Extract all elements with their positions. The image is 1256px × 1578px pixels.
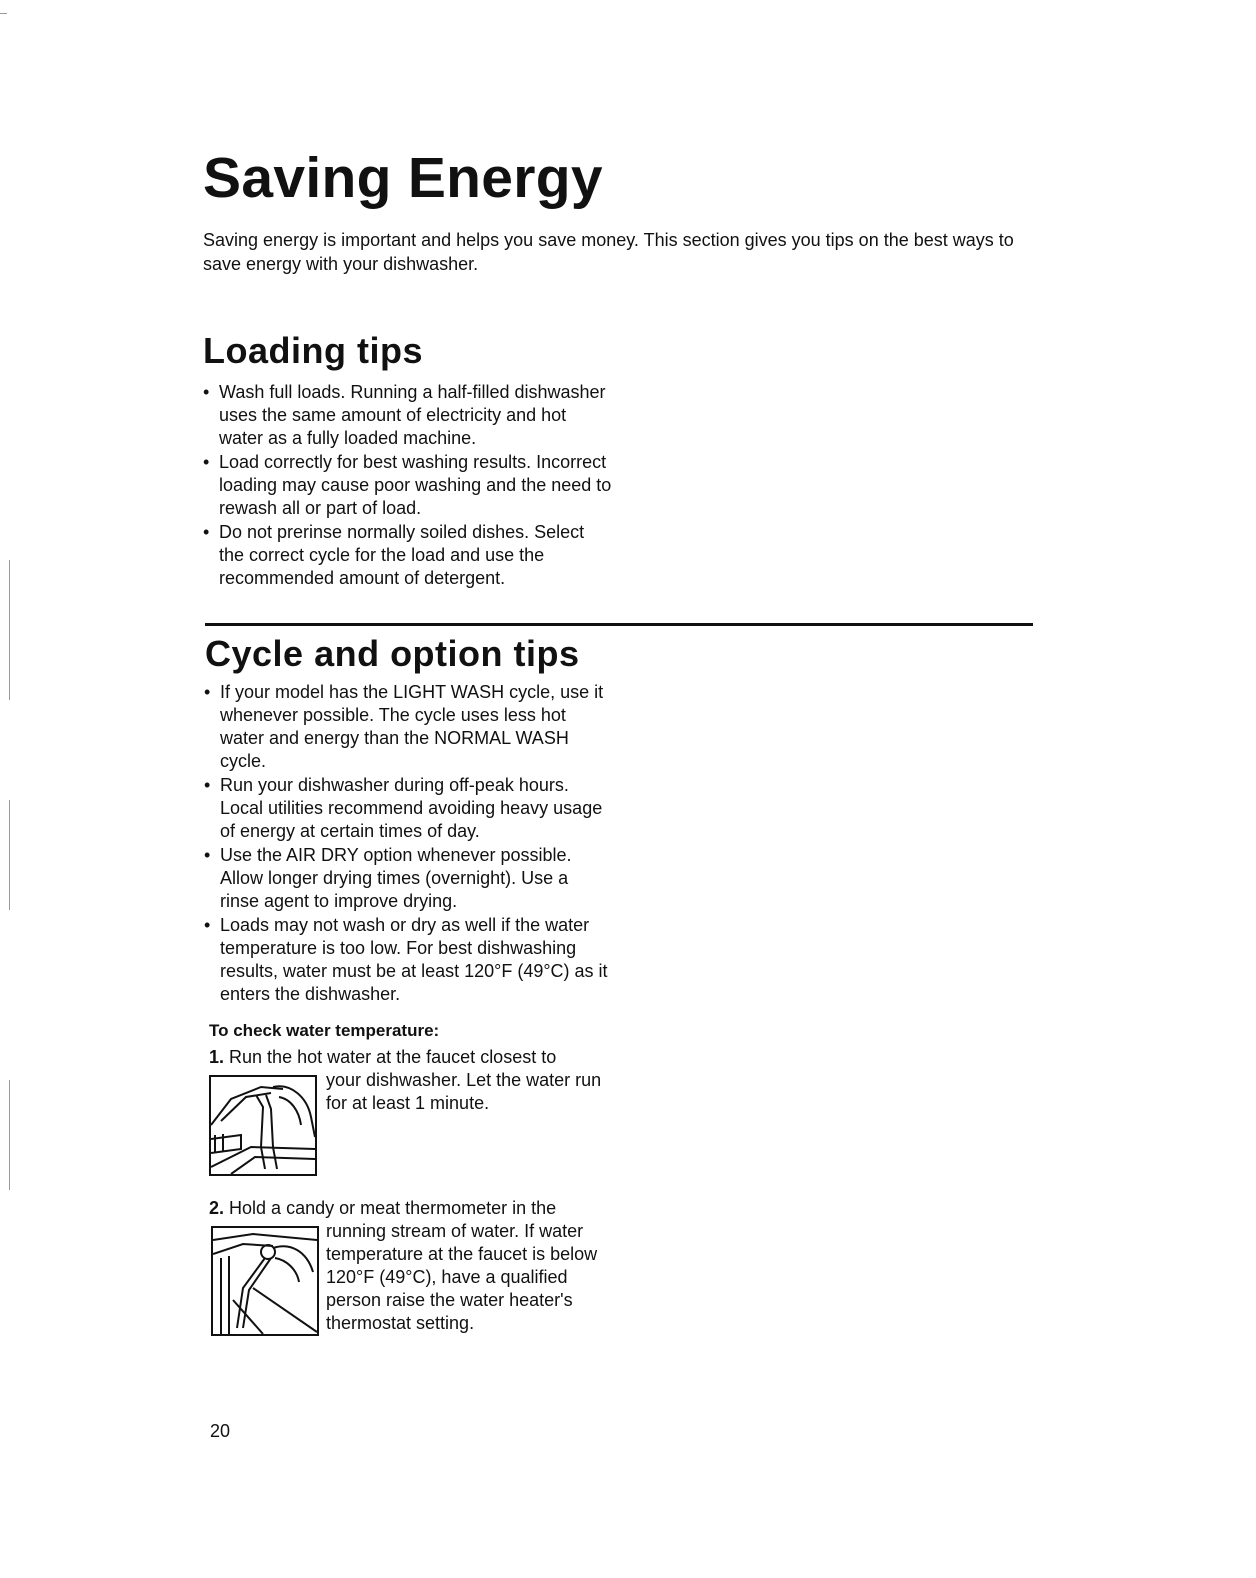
scan-mark	[9, 560, 10, 700]
bullet-icon: •	[204, 915, 211, 935]
bullet-icon: •	[203, 452, 210, 472]
thermometer-in-water-icon	[213, 1228, 317, 1334]
list-item: • Wash full loads. Running a half-filled dishwasher uses the same amount of electricity and hot water as a fully loaded machine.	[203, 382, 606, 448]
bullet-icon: •	[203, 382, 210, 402]
list-item: • Do not prerinse normally soiled dishes. Select the correct cycle for the load and use the recommended amount of detergent.	[203, 522, 585, 588]
list-item: • Load correctly for best washing results. Incorrect loading may cause poor washing and the need to rewash all or part of load.	[203, 452, 612, 518]
loading-tips-heading: Loading tips	[203, 330, 423, 371]
step-number: 2.	[209, 1198, 225, 1218]
step-text-continued: running stream of water. If water temperature at the faucet is below 120°F (49°C), have a qualified person raise the water heater's thermostat setting.	[326, 1221, 598, 1333]
check-temperature-heading: To check water temperature:	[209, 1021, 440, 1040]
intro-paragraph: Saving energy is important and helps you save money. This section gives you tips on the best ways to save energy with your dishwasher.	[203, 230, 1014, 274]
scan-mark	[9, 800, 10, 910]
bullet-icon: •	[204, 682, 211, 702]
step-1	[209, 1046, 619, 1113]
list-item: • If your model has the LIGHT WASH cycle, use it whenever possible. The cycle uses less hot water and energy than the NORMAL WASH cycle.	[204, 682, 604, 771]
bullet-icon: •	[204, 845, 211, 865]
step-text-continued: your dishwasher. Let the water run for at least 1 minute.	[326, 1070, 602, 1113]
list-item: • Use the AIR DRY option whenever possible. Allow longer drying times (overnight). Use a rinse agent to improve drying.	[204, 845, 572, 911]
cycle-tips-heading: Cycle and option tips	[205, 633, 580, 674]
loading-tips-list	[203, 381, 613, 591]
scan-mark	[0, 13, 7, 14]
step-number: 1.	[209, 1047, 225, 1067]
list-item: • Run your dishwasher during off-peak hours. Local utilities recommend avoiding heavy usage of energy at certain times of day.	[204, 775, 603, 841]
step-text: Hold a candy or meat thermometer in the	[229, 1198, 557, 1218]
step-2	[209, 1197, 619, 1333]
list-item: • Loads may not wash or dry as well if the water temperature is too low. For best dishwashing results, water must be at least 120°F (49°C) as it enters the dishwasher.	[204, 915, 608, 1004]
faucet-hand-icon	[211, 1077, 315, 1174]
cycle-tips-list	[204, 681, 609, 1007]
bullet-icon: •	[203, 522, 210, 542]
bullet-icon: •	[204, 775, 211, 795]
section-divider	[205, 623, 1033, 626]
scan-mark	[9, 1080, 10, 1190]
step-text: Run the hot water at the faucet closest to	[229, 1047, 557, 1067]
faucet-hand-icon	[209, 1075, 317, 1176]
page-number: 20	[210, 1421, 231, 1441]
thermometer-in-water-icon	[211, 1226, 319, 1336]
page-title: Saving Energy	[203, 146, 603, 210]
